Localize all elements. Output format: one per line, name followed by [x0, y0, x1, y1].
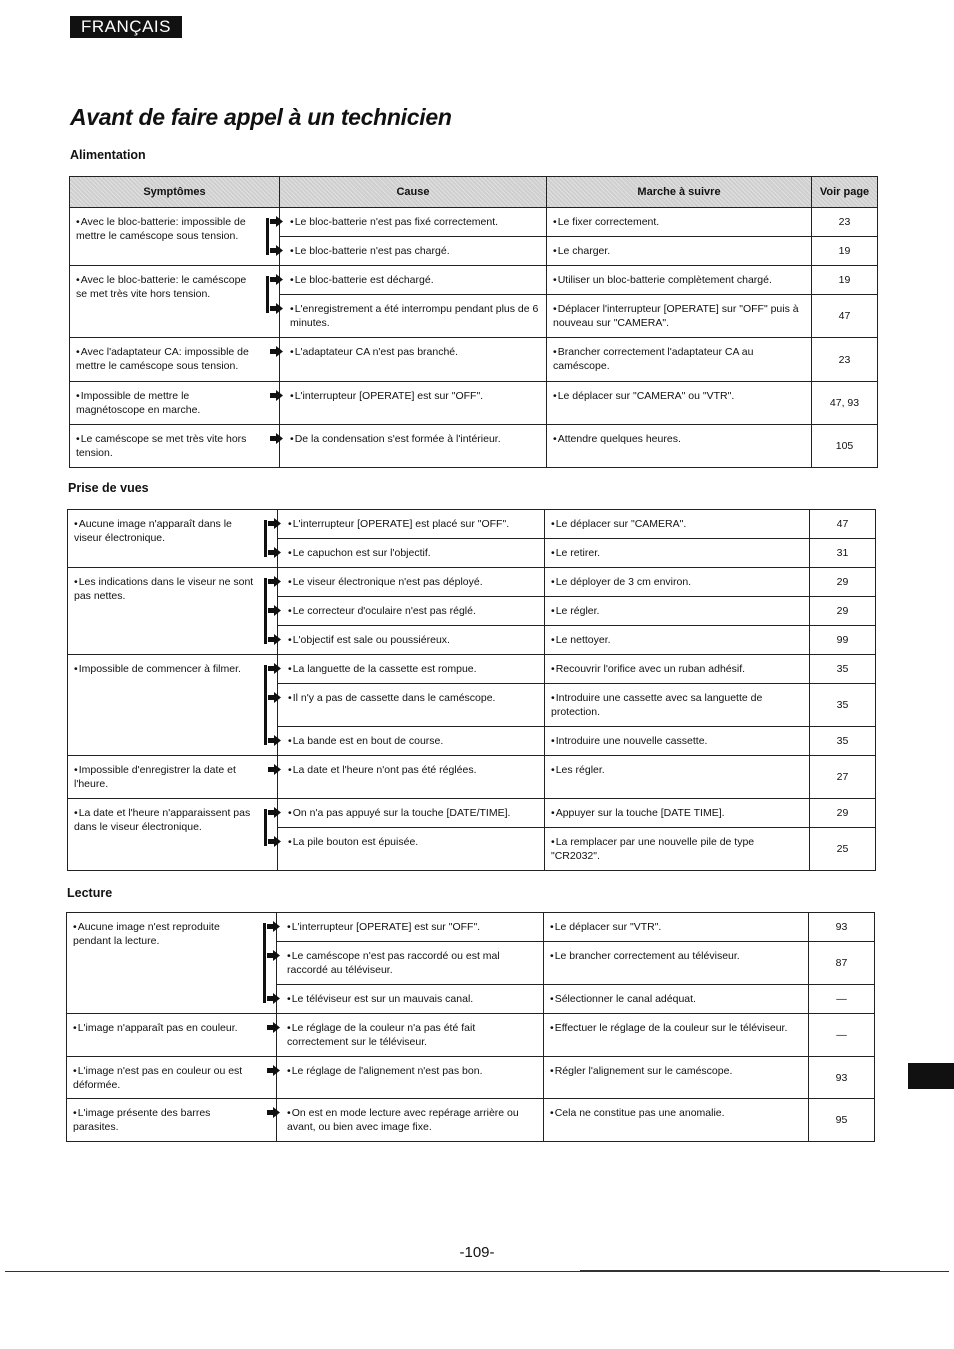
symptom-cell	[68, 655, 278, 756]
cause-cell	[280, 382, 547, 425]
page-ref-cell: 105	[812, 425, 878, 468]
cell-text: L'image n'est pas en couleur ou est déformée.	[73, 1065, 243, 1091]
cell-text: Le déployer de 3 cm environ.	[555, 576, 692, 588]
cell-text: Le brancher correctement au téléviseur.	[554, 950, 740, 962]
page-ref-cell: —	[809, 985, 875, 1014]
action-cell	[544, 1057, 809, 1099]
bullet: •	[288, 663, 292, 675]
bullet: •	[76, 274, 80, 286]
bullet: •	[76, 216, 80, 228]
section-title-prise-de-vues: Prise de vues	[68, 481, 149, 495]
cell-text: Le bloc-batterie est déchargé.	[294, 274, 434, 286]
bullet: •	[551, 663, 555, 675]
table-row	[68, 510, 876, 539]
table-prise-de-vues	[67, 509, 876, 871]
table-alimentation	[69, 176, 878, 468]
page-ref-cell: 29	[810, 597, 876, 626]
bullet: •	[550, 1022, 554, 1034]
action-cell	[547, 382, 812, 425]
bullet: •	[290, 216, 294, 228]
cause-cell	[280, 295, 547, 338]
symptom-cell	[67, 1014, 277, 1057]
table-row	[68, 655, 876, 684]
bullet: •	[288, 547, 292, 559]
action-cell	[545, 539, 810, 568]
page-ref-cell: 87	[809, 942, 875, 985]
action-cell	[545, 756, 810, 799]
cause-cell	[277, 913, 544, 942]
bullet: •	[288, 576, 292, 588]
symptom-cell	[70, 425, 280, 468]
table-row	[67, 913, 875, 942]
bullet: •	[290, 245, 294, 257]
bullet: •	[287, 993, 291, 1005]
bullet: •	[290, 303, 294, 315]
page-title: Avant de faire appel à un technicien	[70, 104, 452, 130]
action-cell	[544, 913, 809, 942]
page-ref-cell: 29	[810, 799, 876, 828]
symptom-cell	[70, 208, 280, 266]
page-ref-cell: 35	[810, 727, 876, 756]
action-cell	[545, 626, 810, 655]
cause-cell	[280, 208, 547, 237]
cell-text: Introduire une nouvelle cassette.	[555, 735, 708, 747]
bullet: •	[553, 390, 557, 402]
page-number: -109-	[459, 1244, 495, 1261]
page-ref-cell: 47, 93	[812, 382, 878, 425]
bullet: •	[553, 245, 557, 257]
symptom-cell	[68, 568, 278, 655]
cell-text: L'image présente des barres parasites.	[73, 1107, 211, 1133]
cell-text: La pile bouton est épuisée.	[292, 836, 419, 848]
cause-cell	[277, 1057, 544, 1099]
page-ref-cell: 99	[810, 626, 876, 655]
symptom-cell	[67, 1099, 277, 1142]
bullet: •	[288, 518, 292, 530]
cell-text: Appuyer sur la touche [DATE TIME].	[555, 807, 725, 819]
action-cell	[545, 510, 810, 539]
bullet: •	[73, 1065, 77, 1077]
cell-text: L'image n'apparaît pas en couleur.	[77, 1022, 238, 1034]
section-title-alimentation: Alimentation	[70, 148, 146, 162]
symptom-cell	[68, 510, 278, 568]
cause-cell	[277, 942, 544, 985]
bullet: •	[73, 1022, 77, 1034]
bracket	[264, 578, 273, 644]
bracket	[266, 276, 275, 313]
cell-text: Impossible d'enregistrer la date et l'heure.	[74, 764, 236, 790]
cell-text: Le caméscope n'est pas raccordé ou est mal raccordé au téléviseur.	[287, 950, 500, 976]
cause-cell	[278, 655, 545, 684]
bullet: •	[288, 807, 292, 819]
bullet: •	[553, 433, 557, 445]
bullet: •	[551, 547, 555, 559]
bullet: •	[550, 1065, 554, 1077]
table-row	[68, 756, 876, 799]
bracket	[264, 809, 273, 846]
action-cell	[545, 828, 810, 871]
cell-text: Impossible de commencer à filmer.	[78, 663, 241, 675]
cell-text: Le bloc-batterie n'est pas fixé correctement.	[294, 216, 499, 228]
section-title-lecture: Lecture	[67, 886, 113, 900]
bracket	[264, 665, 273, 745]
table-row	[70, 338, 878, 382]
table-row	[70, 382, 878, 425]
bullet: •	[551, 518, 555, 530]
action-cell	[547, 266, 812, 295]
page-ref-cell: 95	[809, 1099, 875, 1142]
cell-text: Il n'y a pas de cassette dans le caméscope.	[292, 692, 496, 704]
cause-cell	[278, 539, 545, 568]
header-symptoms: Symptômes	[70, 177, 280, 208]
cell-text: L'adaptateur CA n'est pas branché.	[294, 346, 459, 358]
bullet: •	[74, 518, 78, 530]
bullet: •	[553, 274, 557, 286]
cell-text: L'objectif est sale ou poussiéreux.	[292, 634, 450, 646]
page-ref-cell: 19	[812, 266, 878, 295]
cell-text: Impossible de mettre le magnétoscope en marche.	[76, 390, 201, 416]
bullet: •	[550, 921, 554, 933]
cause-cell	[278, 756, 545, 799]
bracket	[266, 218, 275, 255]
cell-text: La languette de la cassette est rompue.	[292, 663, 477, 675]
footer-rule-thick	[580, 1270, 880, 1272]
bullet: •	[553, 346, 557, 358]
table-header	[70, 177, 878, 208]
bullet: •	[287, 1107, 291, 1119]
bullet: •	[551, 836, 555, 848]
cell-text: On n'a pas appuyé sur la touche [DATE/TIME].	[292, 807, 511, 819]
page-ref-cell: —	[809, 1014, 875, 1057]
bullet: •	[290, 390, 294, 402]
table-row	[67, 1014, 875, 1057]
cell-text: Le réglage de la couleur n'a pas été fait correctement sur le téléviseur.	[287, 1022, 476, 1048]
bullet: •	[73, 1107, 77, 1119]
cell-text: L'enregistrement a été interrompu pendant plus de 6 minutes.	[290, 303, 539, 329]
cell-text: Brancher correctement l'adaptateur CA au caméscope.	[553, 346, 754, 372]
bullet: •	[551, 807, 555, 819]
page-ref-cell: 29	[810, 568, 876, 597]
cause-cell	[277, 1014, 544, 1057]
bullet: •	[551, 692, 555, 704]
bullet: •	[76, 390, 80, 402]
bullet: •	[287, 921, 291, 933]
action-cell	[547, 208, 812, 237]
cause-cell	[278, 510, 545, 539]
language-label: FRANÇAIS	[70, 16, 182, 38]
cell-text: Le fixer correctement.	[557, 216, 660, 228]
cell-text: Utiliser un bloc-batterie complètement chargé.	[557, 274, 772, 286]
cell-text: De la condensation s'est formée à l'intérieur.	[294, 433, 501, 445]
cell-text: Le charger.	[557, 245, 611, 257]
cause-cell	[280, 425, 547, 468]
bullet: •	[73, 921, 77, 933]
action-cell	[545, 799, 810, 828]
cell-text: Le correcteur d'oculaire n'est pas réglé.	[292, 605, 476, 617]
cell-text: Le caméscope se met très vite hors tension.	[76, 433, 247, 459]
bullet: •	[76, 346, 80, 358]
bullet: •	[551, 764, 555, 776]
cell-text: Le retirer.	[555, 547, 601, 559]
action-cell	[547, 295, 812, 338]
cell-text: Le déplacer sur "CAMERA".	[555, 518, 687, 530]
bullet: •	[287, 1065, 291, 1077]
table-lecture	[66, 912, 875, 1142]
page-ref-cell: 19	[812, 237, 878, 266]
page-ref-cell: 47	[812, 295, 878, 338]
bullet: •	[550, 993, 554, 1005]
bullet: •	[74, 663, 78, 675]
table-row	[67, 1099, 875, 1142]
cell-text: L'interrupteur [OPERATE] est sur "OFF".	[294, 390, 484, 402]
cause-cell	[278, 626, 545, 655]
bullet: •	[290, 346, 294, 358]
bullet: •	[290, 433, 294, 445]
cause-cell	[278, 727, 545, 756]
bullet: •	[76, 433, 80, 445]
page-ref-cell: 31	[810, 539, 876, 568]
cell-text: Avec l'adaptateur CA: impossible de mettre le caméscope sous tension.	[76, 346, 249, 372]
table-row	[68, 799, 876, 828]
page-ref-cell: 93	[809, 913, 875, 942]
bullet: •	[553, 303, 557, 315]
bullet: •	[74, 807, 78, 819]
cell-text: Le téléviseur est sur un mauvais canal.	[291, 993, 474, 1005]
cell-text: L'interrupteur [OPERATE] est sur "OFF".	[291, 921, 481, 933]
cell-text: Le viseur électronique n'est pas déployé.	[292, 576, 483, 588]
page-ref-cell: 93	[809, 1057, 875, 1099]
page-ref-cell: 23	[812, 338, 878, 382]
cause-cell	[278, 828, 545, 871]
bullet: •	[287, 1022, 291, 1034]
cell-text: Cela ne constitue pas une anomalie.	[554, 1107, 725, 1119]
cell-text: Avec le bloc-batterie: le caméscope se met très vite hors tension.	[76, 274, 247, 300]
cell-text: On est en mode lecture avec repérage arrière ou avant, ou bien avec image fixe.	[287, 1107, 519, 1133]
bullet: •	[551, 634, 555, 646]
cell-text: Les indications dans le viseur ne sont pas nettes.	[74, 576, 254, 602]
cell-text: L'interrupteur [OPERATE] est placé sur "OFF".	[292, 518, 510, 530]
page-ref-cell: 35	[810, 684, 876, 727]
bullet: •	[553, 216, 557, 228]
cell-text: Le déplacer sur "VTR".	[554, 921, 662, 933]
action-cell	[544, 1014, 809, 1057]
cell-text: Effectuer le réglage de la couleur sur le téléviseur.	[554, 1022, 788, 1034]
arrow-icon	[270, 433, 283, 444]
arrow-icon	[267, 1022, 280, 1033]
action-cell	[544, 1099, 809, 1142]
table-row	[70, 208, 878, 237]
cause-cell	[280, 266, 547, 295]
symptom-cell	[70, 382, 280, 425]
action-cell	[544, 985, 809, 1014]
cell-text: Attendre quelques heures.	[557, 433, 681, 445]
cell-text: Régler l'alignement sur le caméscope.	[554, 1065, 733, 1077]
action-cell	[547, 338, 812, 382]
page-ref-cell: 23	[812, 208, 878, 237]
cause-cell	[280, 338, 547, 382]
bullet: •	[74, 764, 78, 776]
symptom-cell	[67, 1057, 277, 1099]
cell-text: Aucune image n'apparaît dans le viseur électronique.	[74, 518, 232, 544]
header-action: Marche à suivre	[547, 177, 812, 208]
cell-text: Sélectionner le canal adéquat.	[554, 993, 696, 1005]
bullet: •	[288, 634, 292, 646]
bullet: •	[288, 692, 292, 704]
bullet: •	[287, 950, 291, 962]
bullet: •	[550, 1107, 554, 1119]
cell-text: Introduire une cassette avec sa languette de protection.	[551, 692, 763, 718]
cause-cell	[278, 568, 545, 597]
action-cell	[545, 568, 810, 597]
action-cell	[545, 597, 810, 626]
cause-cell	[278, 684, 545, 727]
page-ref-cell: 27	[810, 756, 876, 799]
arrow-icon	[267, 1065, 280, 1076]
bullet: •	[288, 836, 292, 848]
cell-text: La remplacer par une nouvelle pile de type "CR2032".	[551, 836, 755, 862]
cell-text: Le réglage de l'alignement n'est pas bon.	[291, 1065, 483, 1077]
cell-text: La bande est en bout de course.	[292, 735, 444, 747]
cell-text: Avec le bloc-batterie: impossible de mettre le caméscope sous tension.	[76, 216, 246, 242]
header-cause: Cause	[280, 177, 547, 208]
arrow-icon	[267, 1107, 280, 1118]
bullet: •	[74, 576, 78, 588]
cell-text: Recouvrir l'orifice avec un ruban adhésif.	[555, 663, 746, 675]
arrow-icon	[270, 390, 283, 401]
arrow-icon	[268, 764, 281, 775]
bullet: •	[288, 605, 292, 617]
action-cell	[545, 655, 810, 684]
cell-text: Le déplacer sur "CAMERA" ou "VTR".	[557, 390, 735, 402]
action-cell	[544, 942, 809, 985]
table-row	[70, 425, 878, 468]
symptom-cell	[70, 338, 280, 382]
section-tab-marker	[908, 1063, 954, 1089]
symptom-cell	[70, 266, 280, 338]
action-cell	[545, 727, 810, 756]
table-row	[67, 1057, 875, 1099]
cell-text: Aucune image n'est reproduite pendant la lecture.	[73, 921, 220, 947]
cell-text: Déplacer l'interrupteur [OPERATE] sur "OFF" puis à nouveau sur "CAMERA".	[553, 303, 799, 329]
cause-cell	[277, 1099, 544, 1142]
page-ref-cell: 35	[810, 655, 876, 684]
cause-cell	[278, 597, 545, 626]
action-cell	[547, 425, 812, 468]
cause-cell	[277, 985, 544, 1014]
bullet: •	[550, 950, 554, 962]
cause-cell	[280, 237, 547, 266]
table-row	[68, 568, 876, 597]
bullet: •	[551, 576, 555, 588]
cell-text: Le nettoyer.	[555, 634, 611, 646]
symptom-cell	[67, 913, 277, 1014]
bracket	[263, 923, 272, 1003]
cell-text: Les régler.	[555, 764, 605, 776]
bullet: •	[551, 605, 555, 617]
header-page: Voir page	[812, 177, 878, 208]
action-cell	[545, 684, 810, 727]
bullet: •	[290, 274, 294, 286]
action-cell	[547, 237, 812, 266]
cell-text: Le bloc-batterie n'est pas chargé.	[294, 245, 450, 257]
cell-text: Le régler.	[555, 605, 600, 617]
cause-cell	[278, 799, 545, 828]
cell-text: Le capuchon est sur l'objectif.	[292, 547, 431, 559]
symptom-cell	[68, 756, 278, 799]
bullet: •	[551, 735, 555, 747]
page-ref-cell: 47	[810, 510, 876, 539]
page-ref-cell: 25	[810, 828, 876, 871]
arrow-icon	[270, 346, 283, 357]
cell-text: La date et l'heure n'ont pas été réglées.	[292, 764, 477, 776]
symptom-cell	[68, 799, 278, 871]
bullet: •	[288, 764, 292, 776]
bullet: •	[288, 735, 292, 747]
table-row	[70, 266, 878, 295]
bracket	[264, 520, 273, 557]
cell-text: La date et l'heure n'apparaissent pas dans le viseur électronique.	[74, 807, 251, 833]
